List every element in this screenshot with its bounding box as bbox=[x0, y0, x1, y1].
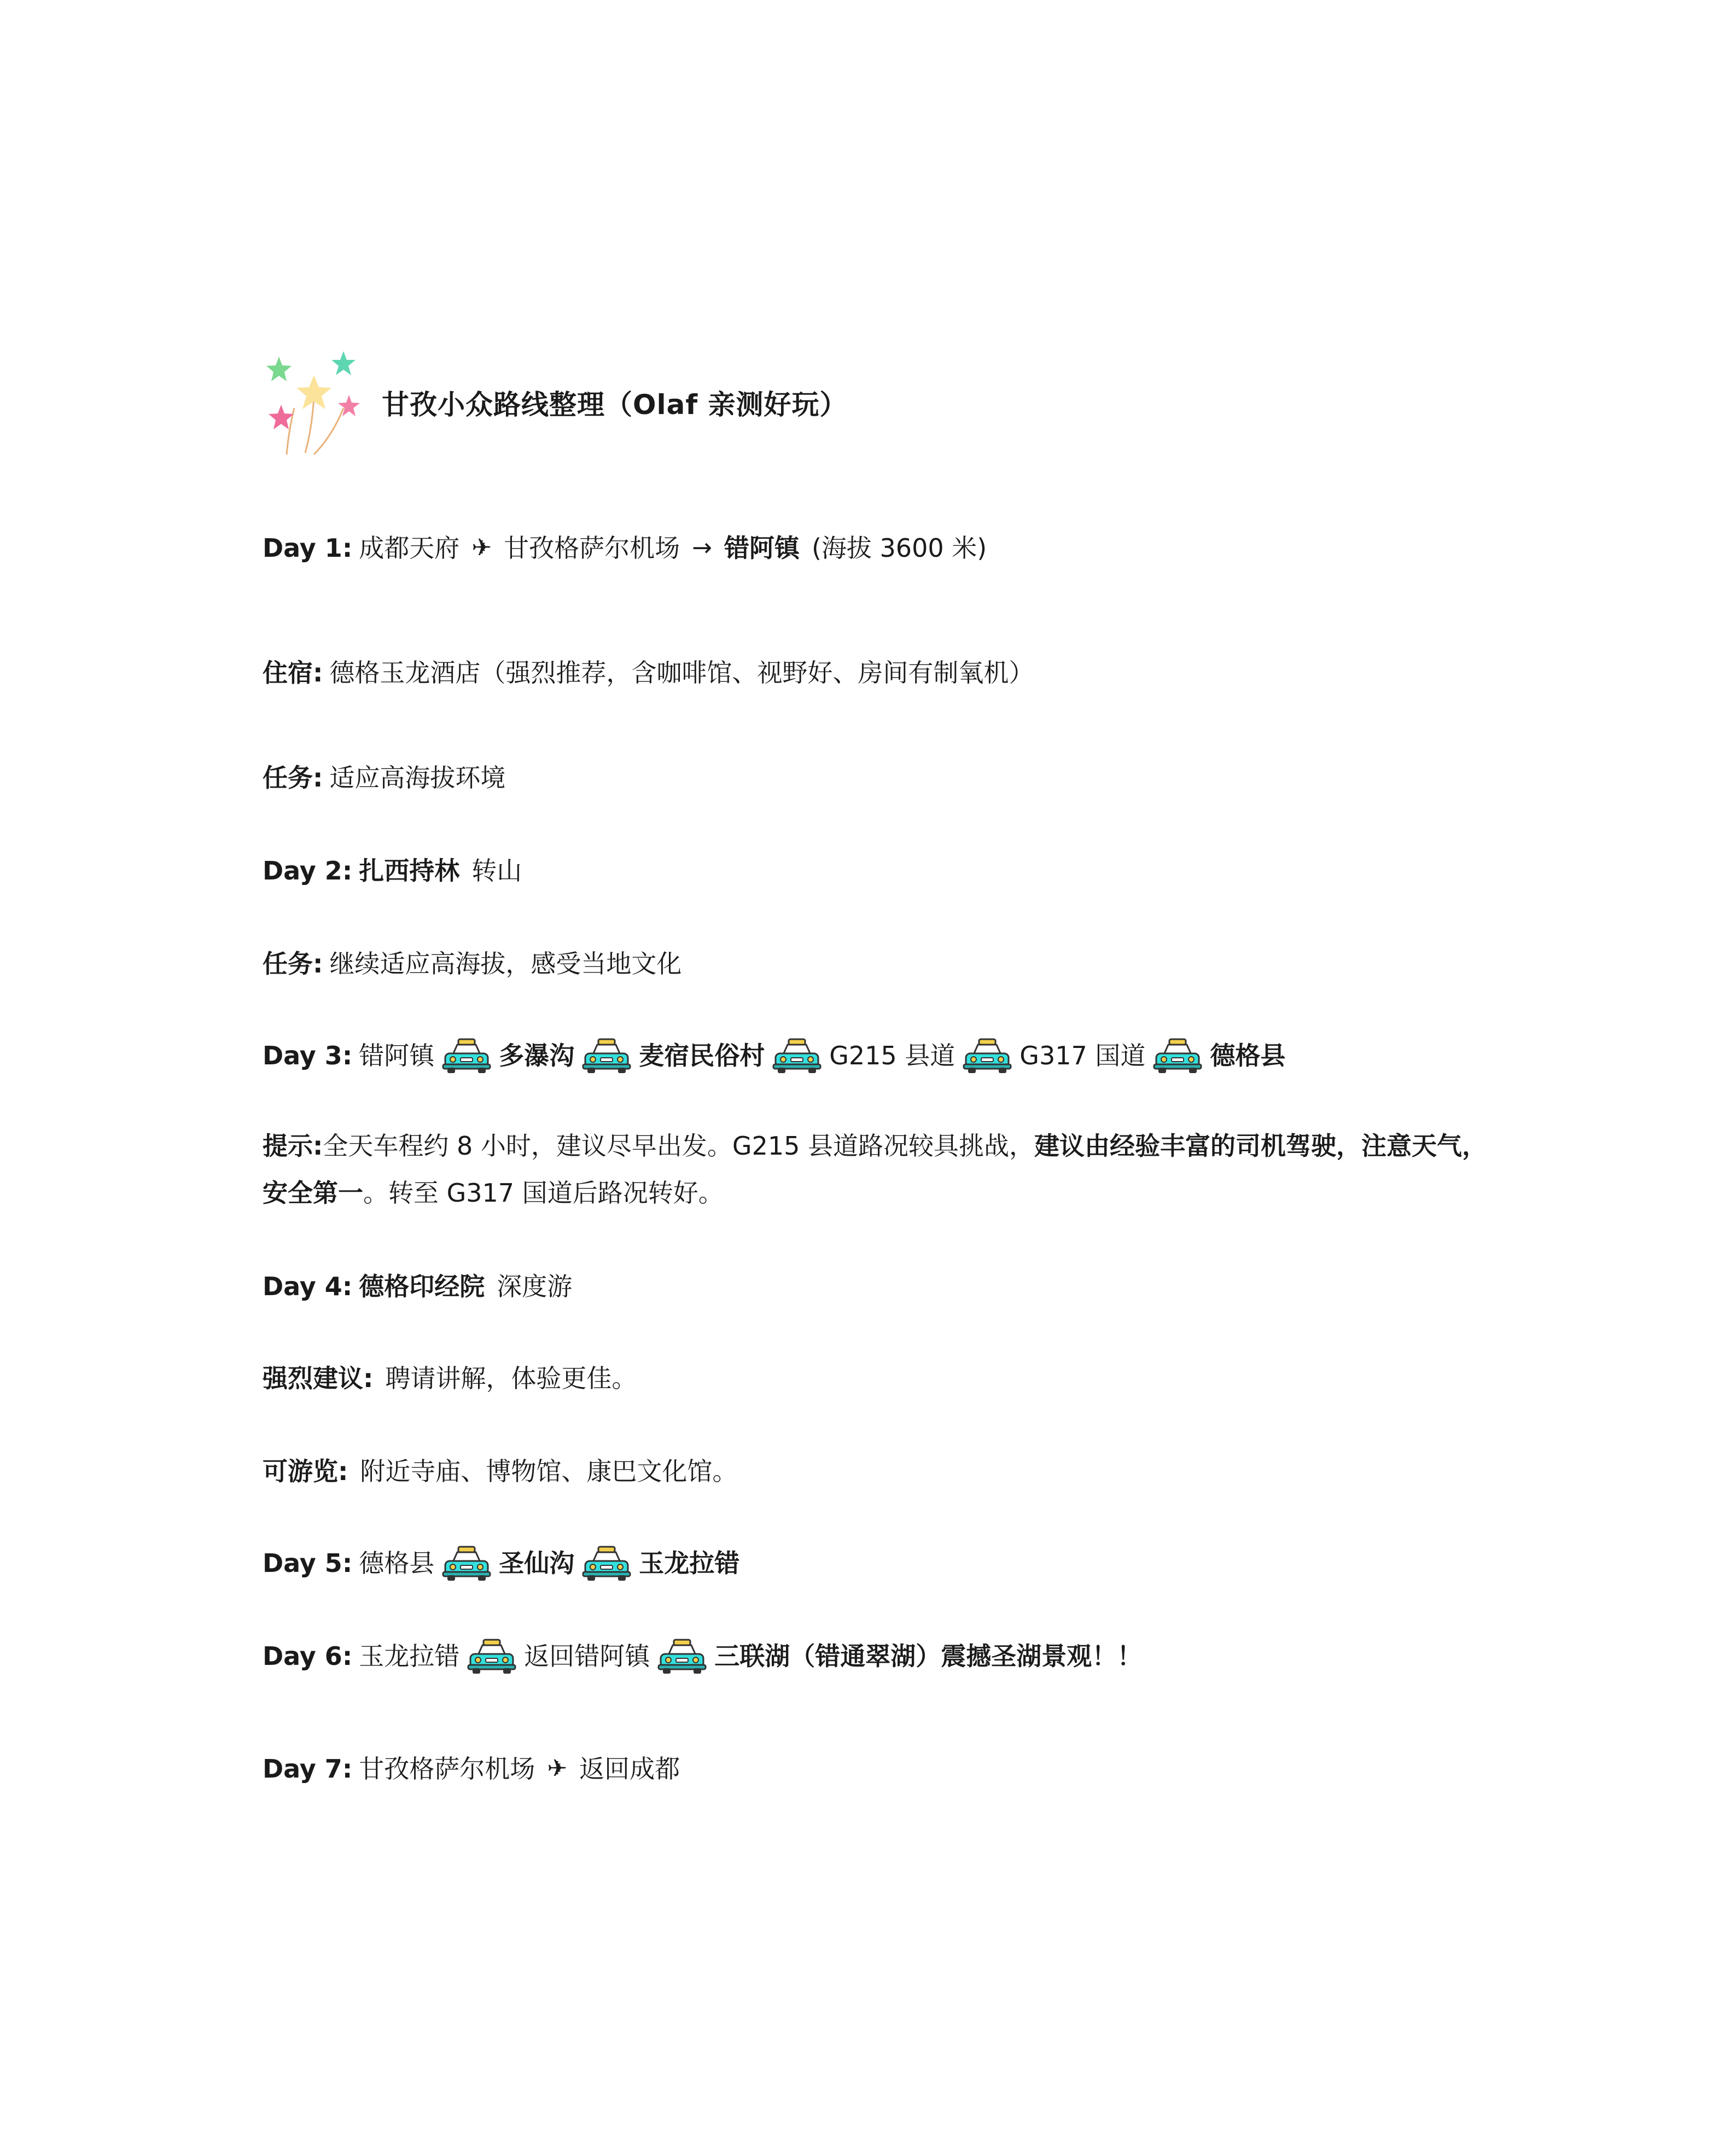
tip-paragraph bbox=[263, 1122, 1488, 1216]
plane-icon: ✈ bbox=[471, 534, 492, 562]
page-title: 甘孜小众路线整理（Olaf 亲测好玩） bbox=[382, 389, 848, 421]
day3-stop1: 错阿镇 bbox=[359, 1041, 435, 1070]
arrow-icon: → bbox=[692, 534, 712, 562]
day6-line bbox=[263, 1638, 1142, 1675]
advice-text: 聘请讲解，体验更佳。 bbox=[385, 1364, 637, 1393]
day7-to: 返回成都 bbox=[579, 1754, 680, 1784]
task2-line bbox=[263, 945, 681, 982]
day3-stop4: G215 县道 bbox=[829, 1041, 956, 1070]
day1-label: Day 1: bbox=[263, 533, 353, 563]
taxi-icon bbox=[442, 1037, 491, 1074]
task1-line bbox=[263, 759, 505, 796]
day5-line bbox=[263, 1545, 739, 1582]
day2-place: 扎西持林 bbox=[359, 856, 460, 886]
taxi-icon bbox=[1153, 1037, 1202, 1074]
visit-label: 可游览: bbox=[263, 1457, 348, 1486]
day4-text: 深度游 bbox=[497, 1272, 573, 1301]
task2-text: 继续适应高海拔，感受当地文化 bbox=[329, 949, 682, 978]
day4-place: 德格印经院 bbox=[359, 1272, 485, 1301]
day6-stop1: 玉龙拉错 bbox=[359, 1641, 460, 1671]
taxi-icon bbox=[442, 1545, 491, 1582]
task2-label: 任务: bbox=[263, 949, 323, 978]
taxi-icon bbox=[582, 1037, 631, 1074]
taxi-icon bbox=[582, 1545, 631, 1582]
day3-label: Day 3: bbox=[263, 1041, 353, 1070]
taxi-icon bbox=[657, 1638, 707, 1675]
taxi-icon bbox=[772, 1037, 822, 1074]
tip-bold: 建议由经验丰富的司机驾驶，注意天气，安全第一 bbox=[263, 1131, 1487, 1208]
task1-label: 任务: bbox=[263, 763, 323, 793]
day1-line bbox=[263, 529, 987, 567]
plane-icon: ✈ bbox=[547, 1755, 568, 1783]
title-row bbox=[261, 348, 848, 457]
day3-stop3: 麦宿民俗村 bbox=[639, 1041, 765, 1070]
day6-stop2: 返回错阿镇 bbox=[524, 1641, 650, 1671]
stay-line bbox=[263, 654, 1034, 691]
day6-stop3: 三联湖（错通翠湖）震撼圣湖景观！！ bbox=[714, 1641, 1143, 1671]
day4-label: Day 4: bbox=[263, 1272, 353, 1301]
day3-stop5: G317 国道 bbox=[1020, 1041, 1146, 1070]
day5-stop1: 德格县 bbox=[359, 1548, 435, 1578]
day7-label: Day 7: bbox=[263, 1754, 353, 1784]
day1-destination: 错阿镇 bbox=[724, 533, 800, 563]
day3-stop2: 多瀑沟 bbox=[499, 1041, 575, 1070]
taxi-icon bbox=[963, 1037, 1012, 1074]
tip-text2: 。转至 G317 国道后路况转好。 bbox=[363, 1178, 724, 1208]
day1-from: 成都天府 bbox=[359, 533, 460, 563]
day5-stop3: 玉龙拉错 bbox=[639, 1548, 740, 1578]
stars-icon bbox=[261, 348, 365, 457]
day2-text: 转山 bbox=[471, 856, 522, 886]
day3-line bbox=[263, 1037, 1285, 1074]
day1-altitude-note: (海拔 3600 米) bbox=[811, 533, 987, 563]
day2-label: Day 2: bbox=[263, 856, 353, 886]
visit-line bbox=[263, 1453, 737, 1490]
advice-label: 强烈建议: bbox=[263, 1364, 374, 1393]
advice-line bbox=[263, 1360, 637, 1397]
tip-label: 提示: bbox=[263, 1131, 323, 1161]
day4-line bbox=[263, 1268, 572, 1305]
stay-text: 德格玉龙酒店（强烈推荐，含咖啡馆、视野好、房间有制氧机） bbox=[329, 658, 1034, 688]
day7-from: 甘孜格萨尔机场 bbox=[359, 1754, 535, 1784]
tip-text1: 全天车程约 8 小时，建议尽早出发。G215 县道路况较具挑战， bbox=[323, 1131, 1034, 1161]
day1-mid: 甘孜格萨尔机场 bbox=[504, 533, 680, 563]
day3-stop6: 德格县 bbox=[1210, 1041, 1286, 1070]
day5-label: Day 5: bbox=[263, 1548, 353, 1578]
taxi-icon bbox=[467, 1638, 516, 1675]
day5-stop2: 圣仙沟 bbox=[499, 1548, 575, 1578]
stay-label: 住宿: bbox=[263, 658, 323, 688]
visit-text: 附近寺庙、博物馆、康巴文化馆。 bbox=[360, 1457, 738, 1486]
day7-line bbox=[263, 1750, 680, 1787]
day6-label: Day 6: bbox=[263, 1641, 353, 1671]
day2-line bbox=[263, 852, 522, 889]
task1-text: 适应高海拔环境 bbox=[329, 763, 506, 793]
